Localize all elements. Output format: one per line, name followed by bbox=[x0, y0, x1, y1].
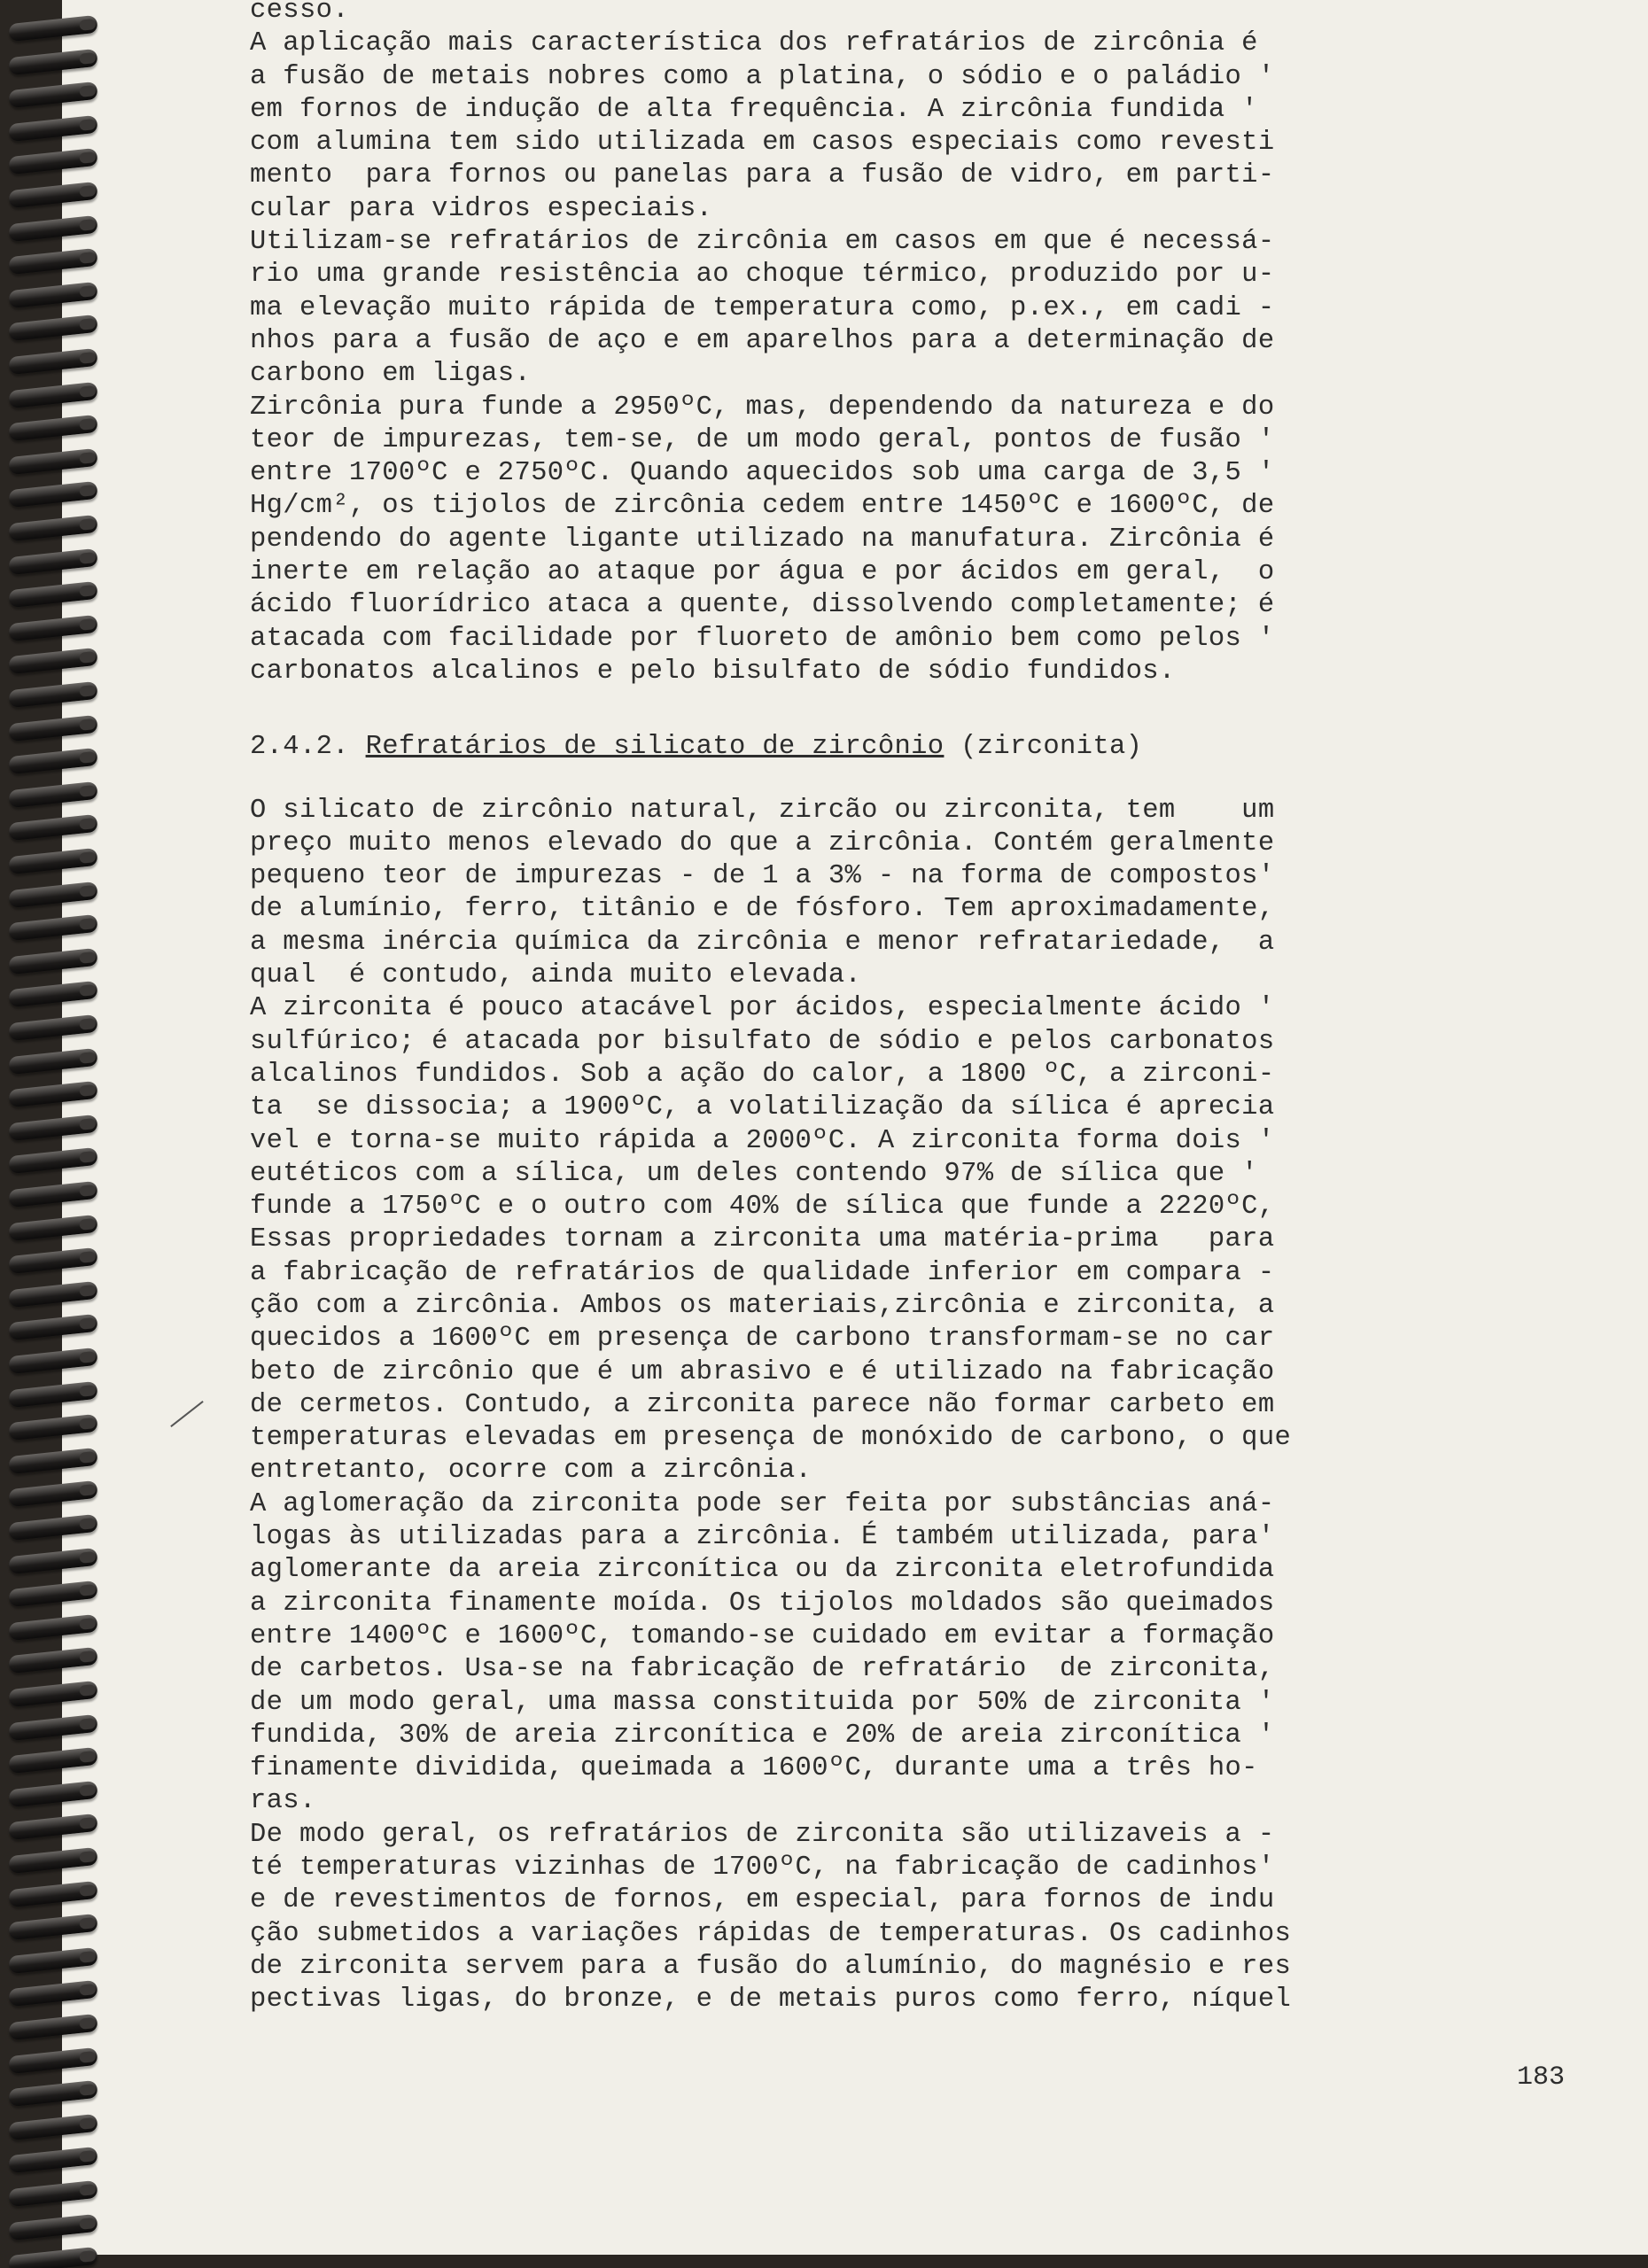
binding-ring bbox=[8, 15, 98, 42]
binding-ring bbox=[8, 481, 98, 508]
text-line: Hg/cm², os tijolos de zircônia cedem entre 1450ºC e 1600ºC, de bbox=[250, 491, 1275, 522]
binding-ring bbox=[8, 1314, 98, 1340]
binding-ring bbox=[8, 315, 98, 341]
text-line: quecidos a 1600ºC em presença de carbono transformam-se no car bbox=[250, 1324, 1275, 1355]
binding-ring bbox=[8, 48, 98, 74]
text-line: sulfúrico; é atacada por bisulfato de sódio e pelos carbonatos bbox=[250, 1026, 1275, 1057]
text-line: inerte em relação ao ataque por água e por ácidos em geral, o bbox=[250, 557, 1275, 588]
text-line: pectivas ligas, do bronze, e de metais puros como ferro, níquel bbox=[250, 1984, 1292, 2016]
paragraphs-top bbox=[250, 0, 1490, 688]
text-line: teor de impurezas, tem-se, de um modo geral, pontos de fusão ' bbox=[250, 424, 1275, 455]
binding-ring bbox=[8, 748, 98, 774]
text-line: ção submetidos a variações rápidas de temperaturas. Os cadinhos bbox=[250, 1918, 1292, 1949]
text-line: logas às utilizadas para a zircônia. É também utilizada, para' bbox=[250, 1522, 1275, 1553]
binding-ring bbox=[8, 648, 98, 674]
text-line: Utilizam-se refratários de zircônia em casos em que é necessá- bbox=[250, 227, 1275, 258]
binding-ring bbox=[8, 214, 98, 241]
text-line: mento para fornos ou panelas para a fusão de vidro, em parti- bbox=[250, 160, 1275, 191]
text-line: preço muito menos elevado do que a zircônia. Contém geralmente bbox=[250, 827, 1275, 858]
text-line: beto de zircônio que é um abrasivo e é utilizado na fabricação bbox=[250, 1356, 1275, 1387]
binding-ring bbox=[8, 1681, 98, 1707]
section-number: 2.4.2. bbox=[250, 732, 349, 763]
text-line: ção com a zircônia. Ambos os materiais,zircônia e zirconita, a bbox=[250, 1290, 1275, 1321]
binding-ring bbox=[8, 714, 98, 741]
text-line: entre 1400ºC e 1600ºC, tomando-se cuidado em evitar a formação bbox=[250, 1620, 1275, 1651]
spiral-binding bbox=[0, 0, 106, 2268]
text-line: ma elevação muito rápida de temperatura como, p.ex., em cadi - bbox=[250, 292, 1275, 323]
binding-ring bbox=[8, 1281, 98, 1308]
text-line: com alumina tem sido utilizada em casos especiais como revesti bbox=[250, 128, 1275, 159]
binding-ring bbox=[8, 1414, 98, 1441]
binding-ring bbox=[8, 681, 98, 708]
binding-ring bbox=[8, 881, 98, 907]
text-line: fundida, 30% de areia zirconítica e 20% de areia zirconítica ' bbox=[250, 1720, 1275, 1751]
binding-ring bbox=[8, 848, 98, 874]
text-line: cesso. bbox=[250, 0, 349, 26]
binding-ring bbox=[8, 1581, 98, 1607]
binding-ring bbox=[8, 1547, 98, 1573]
binding-ring bbox=[8, 1247, 98, 1274]
text-line: cular para vidros especiais. bbox=[250, 193, 713, 224]
text-line: de cermetos. Contudo, a zirconita parece não formar carbeto em bbox=[250, 1389, 1275, 1420]
text-line: alcalinos fundidos. Sob a ação do calor, a 1800 ºC, a zirconi- bbox=[250, 1059, 1275, 1090]
text-line: entre 1700ºC e 2750ºC. Quando aquecidos sob uma carga de 3,5 ' bbox=[250, 458, 1275, 489]
text-line: ras. bbox=[250, 1786, 316, 1817]
text-line: de carbetos. Usa-se na fabricação de refratário de zirconita, bbox=[250, 1654, 1275, 1685]
page-number: 183 bbox=[1517, 2062, 1566, 2093]
text-line: ta se dissocia; a 1900ºC, a volatilização da sílica é aprecia bbox=[250, 1092, 1275, 1123]
text-line: a fusão de metais nobres como a platina, o sódio e o paládio ' bbox=[250, 61, 1275, 92]
binding-ring bbox=[8, 1980, 98, 2007]
binding-ring bbox=[8, 115, 98, 142]
binding-ring bbox=[8, 1847, 98, 1874]
binding-ring bbox=[8, 1747, 98, 1774]
binding-ring bbox=[8, 1448, 98, 1474]
text-line: a zirconita finamente moída. Os tijolos moldados são queimados bbox=[250, 1588, 1275, 1619]
section-title: Refratários de silicato de zircônio bbox=[365, 732, 944, 763]
binding-ring bbox=[8, 1380, 98, 1407]
text-line: O silicato de zircônio natural, zircão ou zirconita, tem um bbox=[250, 795, 1275, 826]
text-line: Essas propriedades tornam a zirconita uma matéria-prima para bbox=[250, 1224, 1275, 1255]
text-line: té temperaturas vizinhas de 1700ºC, na fabricação de cadinhos' bbox=[250, 1852, 1275, 1884]
binding-ring bbox=[8, 1514, 98, 1541]
binding-ring bbox=[8, 1713, 98, 1740]
binding-ring bbox=[8, 282, 98, 308]
text-line: A aglomeração da zirconita pode ser feita por substâncias aná- bbox=[250, 1488, 1275, 1519]
text-line: pendendo do agente ligante utilizado na manufatura. Zircônia é bbox=[250, 524, 1275, 555]
text-line: temperaturas elevadas em presença de monóxido de carbono, o que bbox=[250, 1423, 1292, 1454]
text-line: em fornos de indução de alta frequência. A zircônia fundida ' bbox=[250, 94, 1258, 125]
binding-ring bbox=[8, 2213, 98, 2240]
binding-ring bbox=[8, 1214, 98, 1240]
binding-ring bbox=[8, 2147, 98, 2173]
binding-ring bbox=[8, 548, 98, 574]
binding-ring bbox=[8, 2114, 98, 2140]
text-line: vel e torna-se muito rápida a 2000ºC. A zirconita forma dois ' bbox=[250, 1125, 1275, 1156]
binding-ring bbox=[8, 1880, 98, 1907]
binding-ring bbox=[8, 615, 98, 641]
text-line: finamente dividida, queimada a 1600ºC, durante uma a três ho- bbox=[250, 1753, 1258, 1784]
binding-ring bbox=[8, 1614, 98, 1641]
binding-ring bbox=[8, 1914, 98, 1940]
paragraphs-bottom bbox=[250, 795, 1490, 2017]
binding-ring bbox=[8, 781, 98, 808]
binding-ring bbox=[8, 914, 98, 941]
binding-ring bbox=[8, 2247, 98, 2268]
text-line: e de revestimentos de fornos, em especial, para fornos de indu bbox=[250, 1885, 1275, 1916]
text-line: A aplicação mais característica dos refratários de zircônia é bbox=[250, 28, 1258, 59]
text-line: qual é contudo, ainda muito elevada. bbox=[250, 960, 862, 991]
text-line: aglomerante da areia zirconítica ou da zirconita eletrofundida bbox=[250, 1555, 1275, 1586]
binding-ring bbox=[8, 381, 98, 408]
text-line: de alumínio, ferro, titânio e de fósforo. Tem aproximadamente, bbox=[250, 894, 1275, 925]
binding-ring bbox=[8, 2047, 98, 2073]
binding-ring bbox=[8, 1947, 98, 1974]
text-line: a mesma inércia química da zircônia e menor refratariedade, a bbox=[250, 927, 1275, 958]
section-subtitle: (zirconita) bbox=[960, 732, 1143, 763]
binding-ring bbox=[8, 1181, 98, 1208]
binding-ring bbox=[8, 2014, 98, 2040]
text-line: carbonatos alcalinos e pelo bisulfato de sódio fundidos. bbox=[250, 656, 1176, 687]
binding-ring bbox=[8, 515, 98, 541]
binding-ring bbox=[8, 1480, 98, 1507]
binding-ring bbox=[8, 182, 98, 208]
section-heading bbox=[250, 731, 1490, 764]
text-line: a fabricação de refratários de qualidade inferior em compara - bbox=[250, 1257, 1275, 1288]
text-line: ácido fluorídrico ataca a quente, dissolvendo completamente; é bbox=[250, 590, 1275, 621]
binding-ring bbox=[8, 1081, 98, 1107]
binding-ring bbox=[8, 248, 98, 275]
binding-ring bbox=[8, 981, 98, 1007]
binding-ring bbox=[8, 1147, 98, 1174]
text-line: De modo geral, os refratários de zirconita são utilizaveis a - bbox=[250, 1819, 1275, 1850]
binding-ring bbox=[8, 814, 98, 841]
binding-ring bbox=[8, 82, 98, 108]
binding-ring bbox=[8, 1047, 98, 1074]
binding-ring bbox=[8, 1115, 98, 1141]
binding-ring bbox=[8, 415, 98, 441]
text-line: rio uma grande resistência ao choque térmico, produzido por u- bbox=[250, 260, 1275, 291]
binding-ring bbox=[8, 1014, 98, 1041]
text-line: carbono em ligas. bbox=[250, 359, 532, 390]
text-line: eutéticos com a sílica, um deles contendo 97% de sílica que ' bbox=[250, 1158, 1258, 1189]
binding-ring bbox=[8, 2080, 98, 2107]
binding-ring bbox=[8, 1348, 98, 1374]
binding-ring bbox=[8, 2180, 98, 2207]
text-line: Zircônia pura funde a 2950ºC, mas, dependendo da natureza e do bbox=[250, 392, 1275, 423]
binding-ring bbox=[8, 581, 98, 608]
text-line: entretanto, ocorre com a zircônia. bbox=[250, 1456, 812, 1487]
text-line: pequeno teor de impurezas - de 1 a 3% - na forma de compostos' bbox=[250, 861, 1275, 892]
binding-ring bbox=[8, 1647, 98, 1674]
binding-ring bbox=[8, 348, 98, 375]
text-line: funde a 1750ºC e o outro com 40% de sílica que funde a 2220ºC, bbox=[250, 1192, 1275, 1223]
binding-ring bbox=[8, 948, 98, 975]
text-line: de um modo geral, uma massa constituida por 50% de zirconita ' bbox=[250, 1687, 1275, 1718]
binding-ring bbox=[8, 1814, 98, 1840]
text-line: A zirconita é pouco atacável por ácidos, especialmente ácido ' bbox=[250, 993, 1275, 1024]
text-line: nhos para a fusão de aço e em aparelhos para a determinação de bbox=[250, 325, 1275, 356]
binding-ring bbox=[8, 1781, 98, 1807]
text-line: atacada com facilidade por fluoreto de amônio bem como pelos ' bbox=[250, 623, 1275, 654]
document-body bbox=[250, 0, 1490, 2017]
binding-ring bbox=[8, 448, 98, 475]
text-line: de zirconita servem para a fusão do alumínio, do magnésio e res bbox=[250, 1951, 1292, 1982]
binding-ring bbox=[8, 148, 98, 175]
